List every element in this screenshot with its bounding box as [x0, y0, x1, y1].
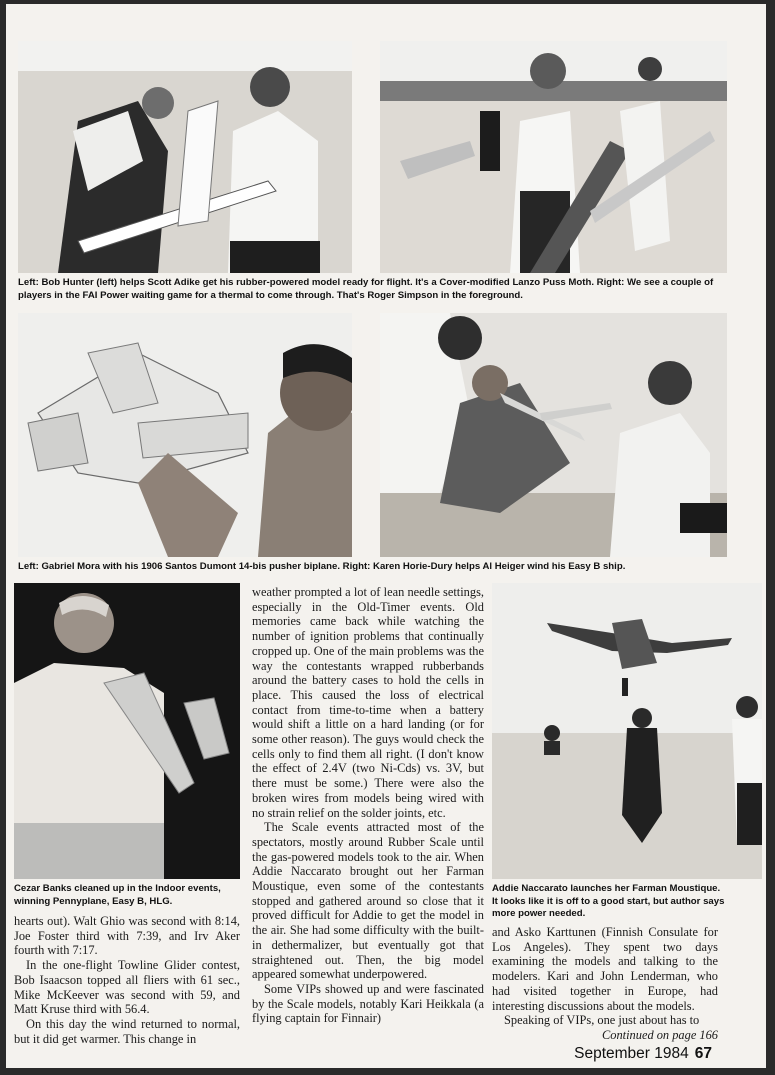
- caption-row2: Left: Gabriel Mora with his 1906 Santos Dumont 14-bis pusher biplane. Right: Karen Horie-Dury helps Al Heiger wind his Easy B ship.: [18, 561, 626, 572]
- caption-cezar: Cezar Banks cleaned up in the Indoor events, winning Pennyplane, Easy B, HLG.: [14, 883, 221, 907]
- photo-fai-power: [380, 41, 727, 273]
- photo-model-prep: [18, 41, 352, 273]
- left-paragraph-3: On this day the wind returned to normal, but it did get warmer. This change in: [14, 1016, 240, 1046]
- article-right-column: [492, 925, 718, 1043]
- article-left-column: [14, 914, 240, 1046]
- photo-easy-b-winding: [380, 313, 727, 557]
- magazine-page: [6, 4, 766, 1068]
- page-number: 67: [694, 1045, 712, 1062]
- article-middle-column: [252, 585, 484, 1026]
- caption-addie: Addie Naccarato launches her Farman Moustique. It looks like it is off to a good start, but author says more power needed.: [492, 883, 725, 919]
- page-footer: [574, 1045, 712, 1063]
- photo-santos-dumont: [18, 313, 352, 557]
- right-paragraph-2: Speaking of VIPs, one just about has to: [504, 1013, 700, 1028]
- caption-row1: Left: Bob Hunter (left) helps Scott Adike get his rubber-powered model ready for flight. It's a Cover-modified Lanzo Puss Moth. Right: We see a couple of players in the FAI Power waiting game for a thermal to come through. That's Roger Simpson in the foreground.: [18, 277, 714, 301]
- left-paragraph-2: In the one-flight Towline Glider contest, Bob Isaacson topped all fliers with 61 sec., Mike McKeever was second with 59, and Matt Kruse third with 56.4.: [14, 958, 240, 1017]
- mid-paragraph-2: The Scale events attracted most of the spectators, mostly around Rubber Scale until the gas-powered models took to the air. When Addie Naccarato brought out her Farman Moustique, even some of the contestants stopped and gathered around so close that it proved difficult for Addie to get the model in the air. She had some difficulty with the built-in dethermalizer, but eventually got that straightened out. Then, the big model appeared somewhat underpowered.: [252, 820, 484, 982]
- issue-date: September 1984: [574, 1045, 689, 1062]
- photo-indoor-winner: [14, 583, 240, 879]
- photo-farman-launch: [492, 583, 762, 879]
- mid-paragraph-3: Some VIPs showed up and were fascinated by the Scale models, notably Kari Heikkala (a flying captain for Finnair): [252, 981, 484, 1026]
- right-paragraph-1: and Asko Karttunen (Finnish Consulate for Los Angeles). They spent two days examining the models and talking to the modelers. Kari and John Lenderman, who had visited together in Europe, had interesting discussions about the models.: [492, 925, 718, 1013]
- left-paragraph-1: hearts out). Walt Ghio was second with 8:14, Joe Foster third with 7:39, and Irv Aker fourth with 7:17.: [14, 914, 240, 958]
- continued-note: Continued on page 166: [602, 1027, 718, 1042]
- mid-paragraph-1: weather prompted a lot of lean needle settings, especially in the Old-Timer events. Old memories came back while watching the number of ignition problems that continually cropped up. One of the main problems was the way the contestants wrapped rubberbands around the battery cases to hold the cells in place. This caused the loss of electrical contact from time-to-time when a battery would shift a little on a hard landing (or for some other reason). The guys would check the cells only to find them all right. (I don't know the effect of 2.4V (two Ni-Cds) vs. 3V, but there must be some.) There were also the broken wires from models being wired with no strain relief on the solder joints, etc.: [252, 585, 484, 820]
